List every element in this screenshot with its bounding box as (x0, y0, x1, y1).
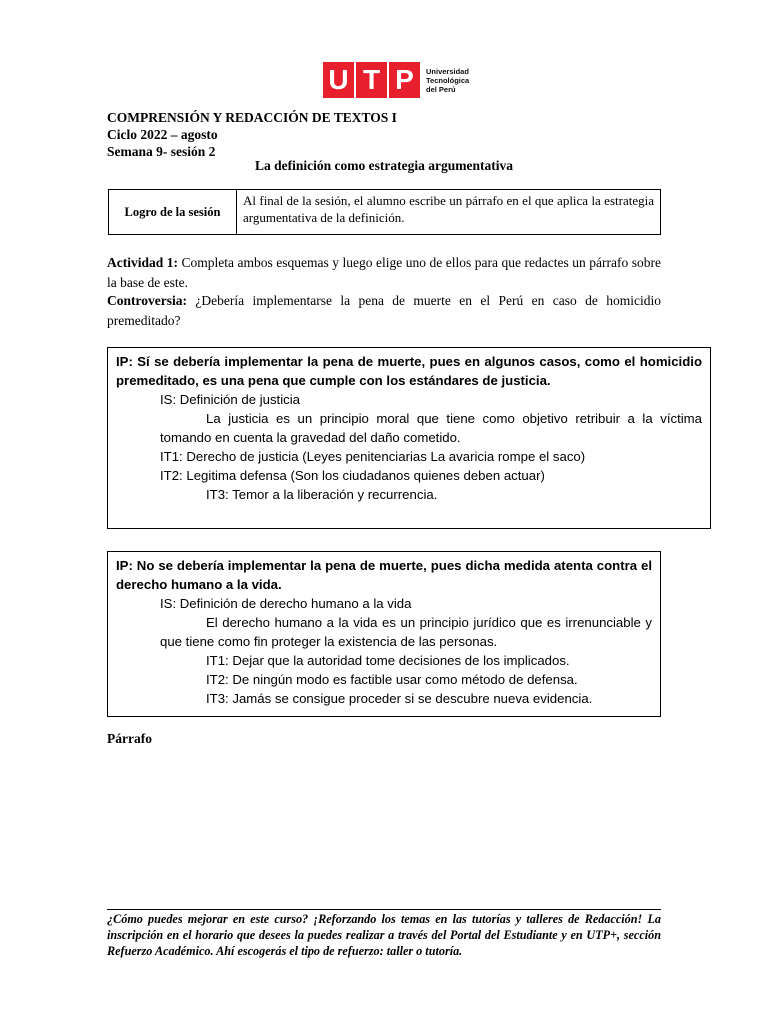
scheme1-it2: IT2: Legitima defensa (Son los ciudadanos quienes deben actuar) (160, 468, 545, 483)
scheme1-is: IS: Definición de justicia (160, 392, 301, 407)
scheme1-definition-text: La justicia es un principio moral que tiene como objetivo retribuir a la víctima tomando en cuenta la gravedad del daño cometido. (160, 411, 702, 445)
controversia-text: ¿Debería implementarse la pena de muerte en el Perú en caso de homicidio premeditado? (107, 293, 661, 328)
university-name (426, 67, 486, 94)
actividad-paragraph (107, 253, 661, 293)
university-name-line: Universidad (426, 66, 469, 76)
logro-text: Al final de la sesión, el alumno escribe un párrafo en el que aplica la estrategia argumentativa de la definición. (243, 193, 654, 225)
scheme2-definition (116, 613, 652, 651)
parrafo-heading: Párrafo (107, 731, 152, 746)
university-name-line: del Perú (426, 84, 456, 94)
scheme-box-1 (107, 347, 711, 529)
logo-letter-u: U (323, 62, 354, 98)
scheme-box-2 (107, 551, 661, 717)
actividad-label: Actividad 1: (107, 255, 179, 270)
logo-letter-p: P (389, 62, 420, 98)
scheme1-definition (116, 409, 702, 447)
controversia-label: Controversia: (107, 293, 187, 308)
cycle-label: Ciclo 2022 – agosto (107, 127, 218, 142)
scheme2-ip: IP: No se debería implementar la pena de muerte, pues dicha medida atenta contra el derecho humano a la vida. (116, 558, 652, 592)
footer-divider (107, 909, 661, 910)
utp-letters (323, 62, 420, 98)
scheme2-is: IS: Definición de derecho humano a la vida (160, 596, 412, 611)
logro-label: Logro de la sesión (109, 190, 237, 234)
footer-note: ¿Cómo puedes mejorar en este curso? ¡Reforzando los temas en las tutorías y talleres de Redacción! La inscripción en el horario que desees la puedes realizar a través del Portal del Estudiante y en UTP+, sección Refuerzo Académico. Ahí escogerás el tipo de refuerzo: taller o tutoría. (107, 912, 661, 958)
course-title: COMPRENSIÓN Y REDACCIÓN DE TEXTOS I (107, 110, 397, 125)
scheme2-it3: IT3: Jamás se consigue proceder si se descubre nueva evidencia. (206, 691, 593, 706)
scheme1-it3: IT3: Temor a la liberación y recurrencia. (206, 487, 438, 502)
logro-table (108, 189, 661, 235)
scheme2-it2: IT2: De ningún modo es factible usar como método de defensa. (206, 672, 578, 687)
session-subtitle: La definición como estrategia argumentativa (255, 158, 513, 173)
university-name-line: Tecnológica (426, 75, 470, 85)
actividad-text: Completa ambos esquemas y luego elige uno de ellos para que redactes un párrafo sobre la base de este. (107, 255, 662, 290)
scheme2-definition-text: El derecho humano a la vida es un principio jurídico que es irrenunciable y que tiene como fin proteger la existencia de las personas. (160, 615, 652, 649)
scheme1-it1: IT1: Derecho de justicia (Leyes penitenciarias La avaricia rompe el saco) (160, 449, 586, 464)
logo-letter-t: T (356, 62, 387, 98)
utp-logo (323, 62, 486, 98)
controversia-paragraph (107, 291, 661, 331)
scheme1-ip: IP: Sí se debería implementar la pena de muerte, pues en algunos casos, como el homicidio premeditado, es una pena que cumple con los estándares de justicia. (116, 354, 702, 388)
week-label: Semana 9- sesión 2 (107, 144, 216, 159)
scheme2-it1: IT1: Dejar que la autoridad tome decisiones de los implicados. (206, 653, 570, 668)
